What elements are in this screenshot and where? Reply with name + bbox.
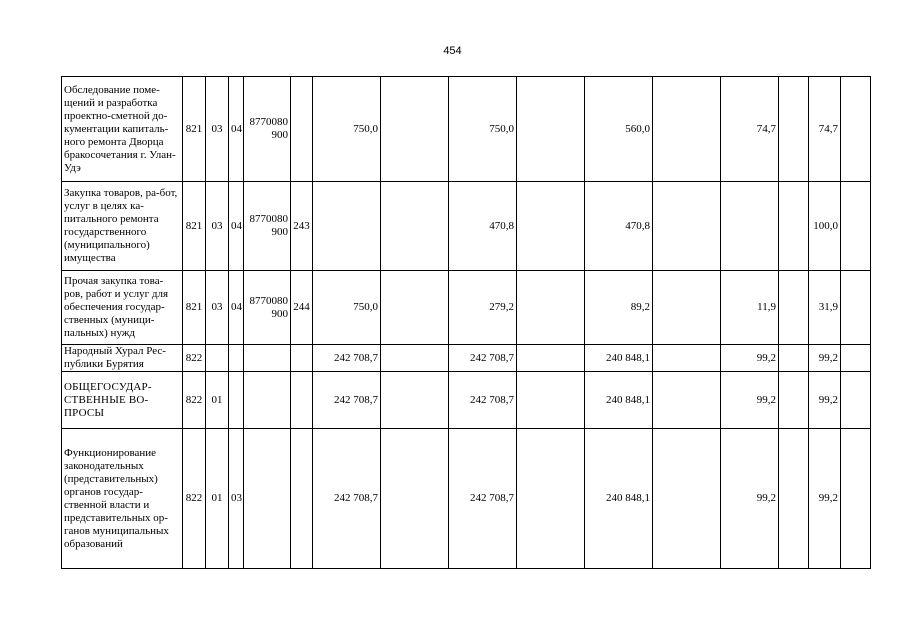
value-cell [779,77,809,182]
ministry-code: 821 [183,77,206,182]
value-cell: 242 708,7 [313,429,381,569]
section-code: 01 [206,372,229,429]
row-name: Народный Хурал Рес-публики Бурятия [62,345,183,372]
value-cell: 99,2 [721,429,779,569]
value-cell: 750,0 [449,77,517,182]
value-cell [517,345,585,372]
value-cell: 99,2 [721,372,779,429]
value-cell [517,271,585,345]
table-row [62,77,871,182]
expense-type-code: 243 [291,182,313,271]
value-cell: 31,9 [809,271,841,345]
subsection-code [229,372,244,429]
value-cell [517,182,585,271]
section-code: 01 [206,429,229,569]
ministry-code: 822 [183,372,206,429]
code-part-b: 900 [271,226,288,238]
value-cell: 242 708,7 [449,372,517,429]
value-cell [779,271,809,345]
value-cell: 89,2 [585,271,653,345]
subsection-code [229,345,244,372]
value-cell: 242 708,7 [313,372,381,429]
target-article-code [244,271,291,345]
value-cell [841,182,871,271]
value-cell [779,429,809,569]
value-cell: 240 848,1 [585,372,653,429]
value-cell [653,77,721,182]
value-cell [779,372,809,429]
value-cell [779,182,809,271]
section-code: 03 [206,182,229,271]
value-cell: 242 708,7 [449,345,517,372]
value-cell [841,372,871,429]
value-cell: 99,2 [809,345,841,372]
subsection-code: 03 [229,429,244,569]
code-part-b: 900 [271,129,288,141]
row-name: Закупка товаров, ра-бот, услуг в целях ка-питального ремонта государственного (муниципального) имущества [62,182,183,271]
table-row [62,345,871,372]
table-row [62,429,871,569]
value-cell [381,271,449,345]
value-cell: 11,9 [721,271,779,345]
value-cell [779,345,809,372]
value-cell [841,345,871,372]
value-cell [381,345,449,372]
expense-type-code [291,345,313,372]
table-row [62,372,871,429]
code-part-a: 8770080 [249,294,288,307]
ministry-code: 822 [183,429,206,569]
ministry-code: 822 [183,345,206,372]
value-cell: 242 708,7 [449,429,517,569]
expense-type-code [291,429,313,569]
value-cell [841,429,871,569]
target-article-code [244,429,291,569]
row-name: ОБЩЕГОСУДАР-СТВЕННЫЕ ВО-ПРОСЫ [62,372,183,429]
value-cell: 99,2 [809,429,841,569]
section-code: 03 [206,271,229,345]
ministry-code: 821 [183,182,206,271]
value-cell [841,77,871,182]
value-cell [721,182,779,271]
value-cell: 99,2 [809,372,841,429]
value-cell [653,372,721,429]
value-cell [381,182,449,271]
section-code: 03 [206,77,229,182]
value-cell: 560,0 [585,77,653,182]
target-article-code [244,372,291,429]
value-cell [653,182,721,271]
value-cell [517,429,585,569]
target-article-code [244,77,291,182]
value-cell [653,429,721,569]
value-cell: 100,0 [809,182,841,271]
value-cell: 470,8 [449,182,517,271]
value-cell: 750,0 [313,271,381,345]
section-code [206,345,229,372]
value-cell: 99,2 [721,345,779,372]
page-number: 454 [443,45,462,57]
table-row [62,271,871,345]
row-name: Прочая закупка това-ров, работ и услуг для обеспечения государ-ственных (муници-пальных) нужд [62,271,183,345]
value-cell [381,77,449,182]
code-part-a: 8770080 [249,116,288,128]
value-cell: 470,8 [585,182,653,271]
value-cell [517,77,585,182]
value-cell [313,182,381,271]
subsection-code: 04 [229,271,244,345]
expense-type-code [291,372,313,429]
expense-type-code: 244 [291,271,313,345]
row-name: Обследование поме-щений и разработка проектно-сметной до-кументации капиталь-ного ремонта Дворца бракосочетания г. Улан-Удэ [62,77,183,182]
value-cell: 279,2 [449,271,517,345]
budget-table [61,76,871,569]
subsection-code: 04 [229,182,244,271]
target-article-code [244,182,291,271]
value-cell [841,271,871,345]
value-cell [381,429,449,569]
code-part-b: 900 [271,307,288,320]
value-cell [517,372,585,429]
table-row [62,182,871,271]
value-cell: 74,7 [721,77,779,182]
value-cell [653,345,721,372]
value-cell: 750,0 [313,77,381,182]
code-part-a: 8770080 [249,213,288,225]
expense-type-code [291,77,313,182]
value-cell: 74,7 [809,77,841,182]
row-name: Функционирование законодательных (представительных) органов государ-ственной власти и представительных ор-ганов муниципальных образований [62,429,183,569]
value-cell [653,271,721,345]
target-article-code [244,345,291,372]
ministry-code: 821 [183,271,206,345]
value-cell [381,372,449,429]
subsection-code: 04 [229,77,244,182]
value-cell: 240 848,1 [585,429,653,569]
value-cell: 240 848,1 [585,345,653,372]
value-cell: 242 708,7 [313,345,381,372]
